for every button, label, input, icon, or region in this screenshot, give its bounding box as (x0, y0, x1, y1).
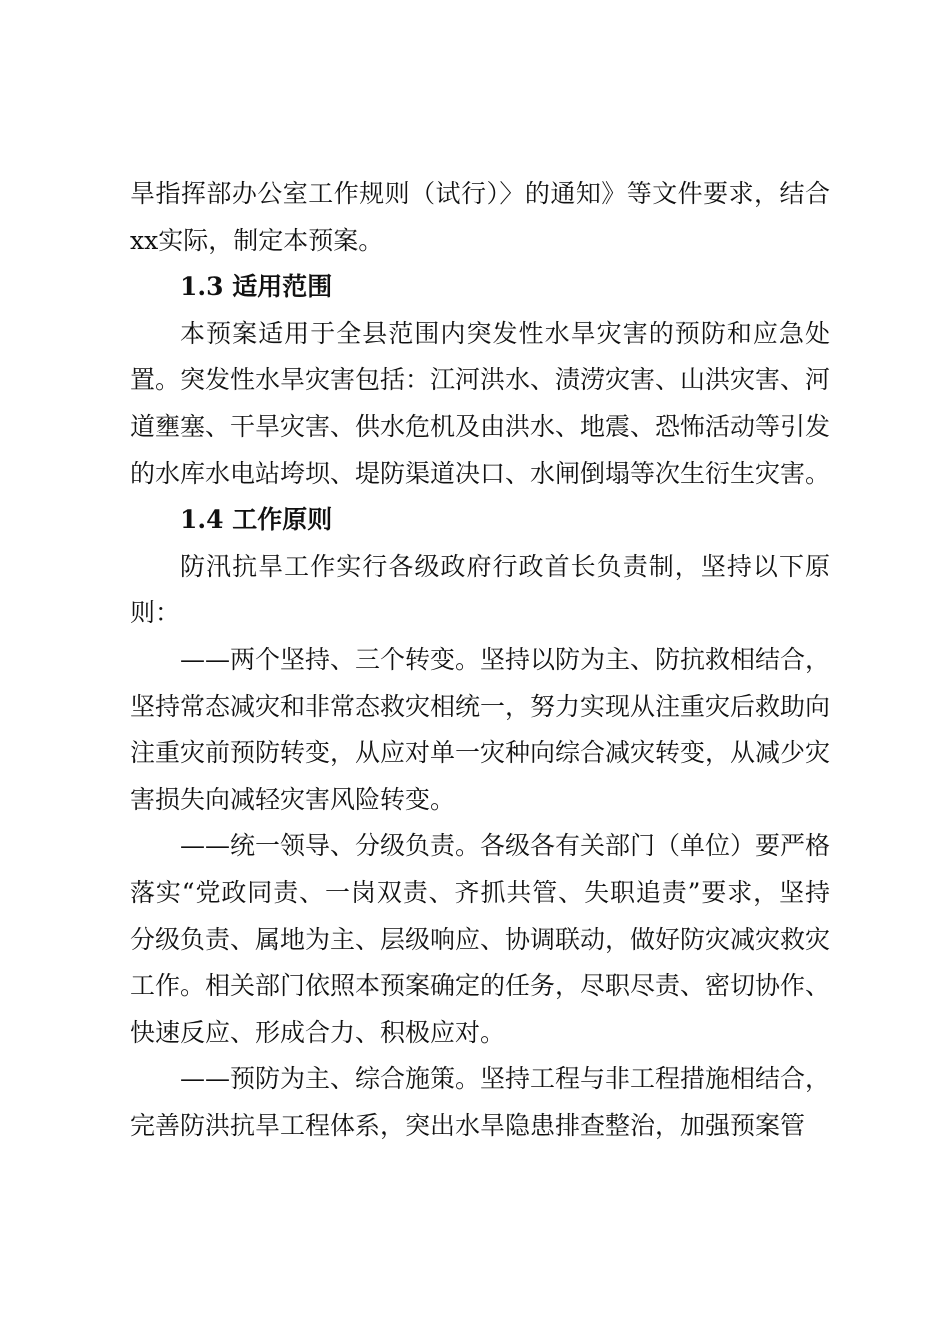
paragraph-principles-intro: 防汛抗旱工作实行各级政府行政首长负责制，坚持以下原则： (130, 551, 830, 628)
paragraph-principle-2: ——统一领导、分级负责。各级各有关部门（单位）要严格落实“党政同责、一岗双责、齐抓共管、失职追责”要求，坚持分级负责、属地为主、层级响应、协调联动，做好防灾减灾救灾工作。相关部门依照本预案确定的任务，尽职尽责、密切协作、快速反应、形成合力、积极应对。 (130, 831, 831, 1047)
section-heading-scope: 1.3 适用范围 (180, 272, 333, 302)
paragraph-principle-1: ——两个坚持、三个转变。坚持以防为主、防抗救相结合，坚持常态减灾和非常态救灾相统一，努力实现从注重灾后救助向注重灾前预防转变，从应对单一灾种向综合减灾转变，从减少灾害损失向减轻灾害风险转变。 (130, 644, 831, 814)
paragraph-scope: 本预案适用于全县范围内突发性水旱灾害的预防和应急处置。突发性水旱灾害包括：江河洪水、渍涝灾害、山洪灾害、河道壅塞、干旱灾害、供水危机及由洪水、地震、恐怖活动等引发的水库水电站垮坝、堤防渠道决口、水闸倒塌等次生衍生灾害。 (130, 318, 831, 488)
paragraph-principle-3: ——预防为主、综合施策。坚持工程与非工程措施相结合，完善防洪抗旱工程体系，突出水旱隐患排查整治，加强预案管 (130, 1064, 831, 1140)
document-body (130, 171, 830, 1149)
section-heading-principles: 1.4 工作原则 (180, 505, 333, 535)
paragraph-continuation: 旱指挥部办公室工作规则（试行）〉的通知》等文件要求，结合xx实际，制定本预案。 (130, 179, 830, 255)
